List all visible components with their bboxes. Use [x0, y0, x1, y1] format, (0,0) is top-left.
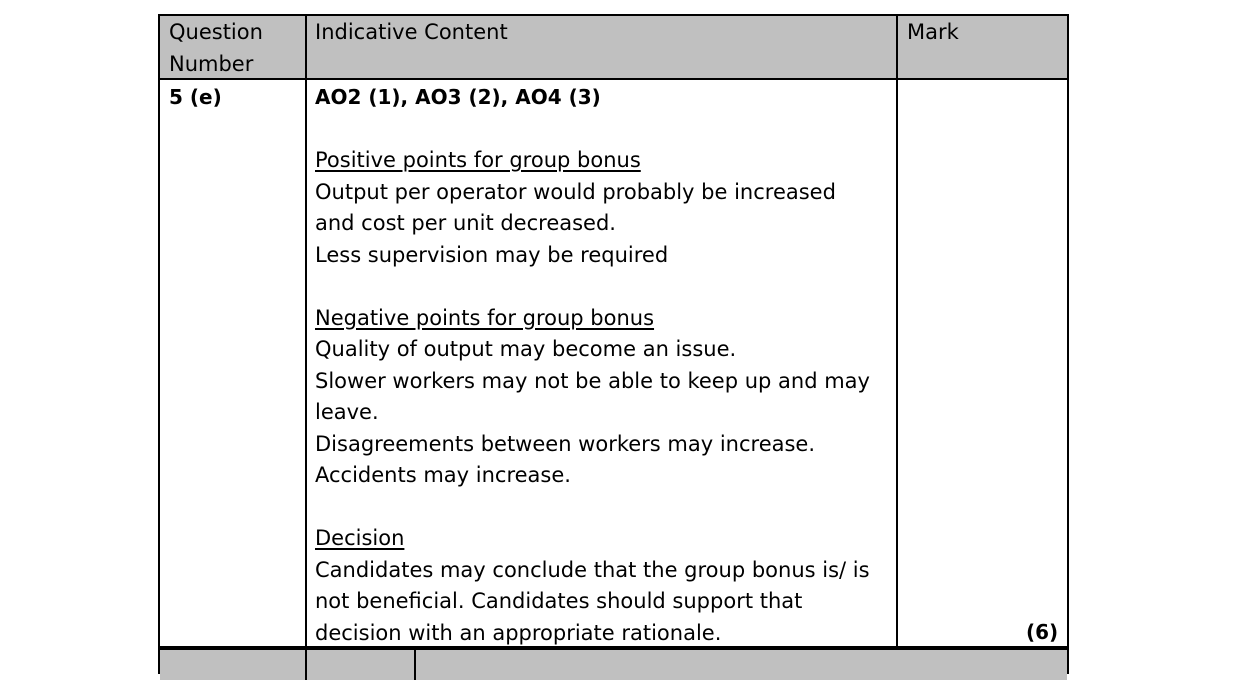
column-divider-2	[896, 16, 898, 648]
mark-cell: (6)	[1026, 620, 1059, 644]
spacer	[315, 271, 890, 303]
indicative-content-cell	[315, 82, 890, 649]
assessment-objectives: AO2 (1), AO3 (2), AO4 (3)	[315, 85, 601, 109]
negative-point-line: Quality of output may become an issue.	[315, 337, 737, 361]
positive-point-line: and cost per unit decreased.	[315, 211, 616, 235]
positive-points-heading: Positive points for group bonus	[315, 148, 641, 172]
negative-point-line: leave.	[315, 400, 379, 424]
spacer	[315, 114, 890, 146]
table-header-row	[160, 16, 1067, 80]
decision-line: not beneficial. Candidates should support that	[315, 589, 803, 613]
mark-scheme-table	[158, 14, 1069, 674]
negative-point-line: Accidents may increase.	[315, 463, 571, 487]
header-question-number-label: Question Number	[169, 20, 263, 76]
spacer	[315, 492, 890, 524]
next-row-header	[160, 650, 1067, 680]
negative-point-line: Disagreements between workers may increase.	[315, 431, 816, 456]
header-question-number	[169, 17, 289, 80]
column-divider-1	[305, 16, 307, 648]
positive-point-line: Less supervision may be required	[315, 242, 669, 267]
negative-point-line: Slower workers may not be able to keep up and may	[315, 368, 870, 393]
next-row-divider-2	[414, 650, 416, 680]
decision-heading: Decision	[315, 526, 405, 550]
question-number-cell: 5 (e)	[169, 85, 222, 109]
decision-line: Candidates may conclude that the group bonus is/ is	[315, 557, 870, 582]
negative-points-heading: Negative points for group bonus	[315, 305, 655, 330]
header-mark: Mark	[907, 20, 959, 44]
decision-line: decision with an appropriate rationale.	[315, 620, 722, 645]
next-row-divider-1	[305, 650, 307, 680]
header-indicative-content: Indicative Content	[315, 20, 508, 44]
positive-point-line: Output per operator would probably be increased	[315, 179, 836, 204]
